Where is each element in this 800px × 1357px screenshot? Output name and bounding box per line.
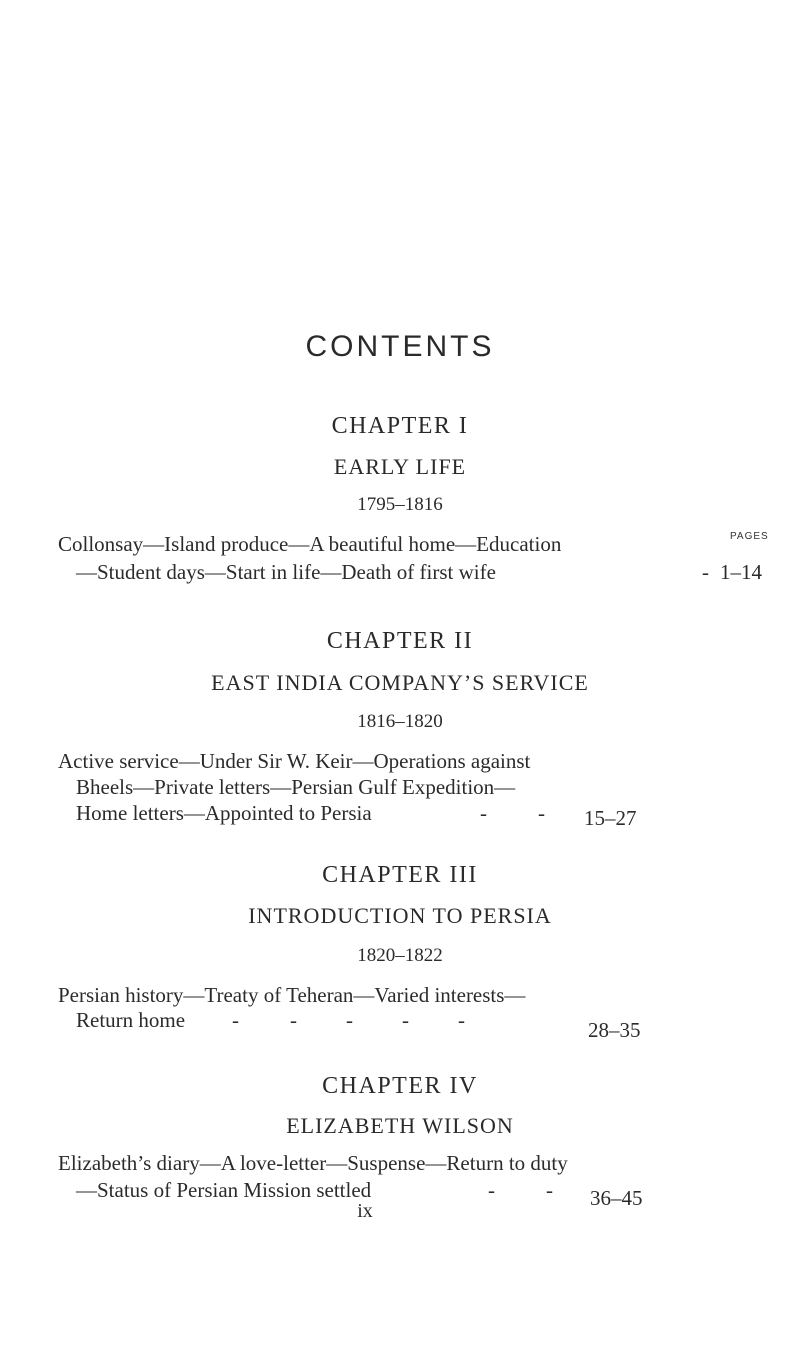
chapter-summary-line: Collonsay—Island produce—A beautiful home—Education — [58, 532, 562, 556]
chapter-heading: CHAPTER III — [322, 862, 478, 888]
chapter-years: 1816–1820 — [357, 711, 443, 732]
page-folio: ix — [357, 1200, 373, 1222]
dot-leader: - — [346, 1008, 353, 1032]
page-range: 28–35 — [588, 1018, 641, 1042]
chapter-years: 1795–1816 — [357, 494, 443, 515]
page-range: 36–45 — [590, 1186, 643, 1210]
chapter-years: 1820–1822 — [357, 945, 443, 966]
chapter-summary-line: Active service—Under Sir W. Keir—Operations against — [58, 749, 531, 773]
chapter-heading: CHAPTER II — [326, 628, 474, 654]
page-title: CONTENTS — [305, 330, 495, 363]
dot-leader: - — [458, 1008, 465, 1032]
chapter-summary-line: Return home — [76, 1008, 186, 1032]
chapter-summary-line: Elizabeth’s diary—A love-letter—Suspense—Return to duty — [58, 1151, 568, 1175]
pages-label: PAGES — [730, 531, 769, 542]
chapter-summary-line: Bheels—Private letters—Persian Gulf Expedition— — [76, 775, 516, 799]
chapter-heading: CHAPTER IV — [322, 1073, 478, 1099]
dot-leader: - — [538, 801, 545, 825]
chapter-summary-line: Home letters—Appointed to Persia — [76, 801, 372, 825]
chapter-summary-line: —Status of Persian Mission settled — [76, 1178, 372, 1202]
dot-leader: - — [290, 1008, 297, 1032]
dot-leader: - — [480, 801, 487, 825]
chapter-title: EARLY LIFE — [333, 454, 467, 479]
dot-leader: - — [488, 1178, 495, 1202]
chapter-title: EAST INDIA COMPANY’S SERVICE — [211, 670, 589, 695]
dot-leader: - — [546, 1178, 553, 1202]
chapter-title: ELIZABETH WILSON — [286, 1113, 514, 1138]
dot-leader: - — [702, 560, 709, 584]
chapter-heading: CHAPTER I — [331, 413, 469, 439]
page-range: 15–27 — [584, 806, 637, 830]
dot-leader: - — [232, 1008, 239, 1032]
chapter-summary-line: Persian history—Treaty of Teheran—Varied interests— — [58, 983, 526, 1007]
chapter-summary-line: —Student days—Start in life—Death of first wife — [76, 560, 496, 584]
dot-leader: - — [402, 1008, 409, 1032]
chapter-title: INTRODUCTION TO PERSIA — [248, 903, 552, 928]
page-range: 1–14 — [720, 560, 762, 584]
